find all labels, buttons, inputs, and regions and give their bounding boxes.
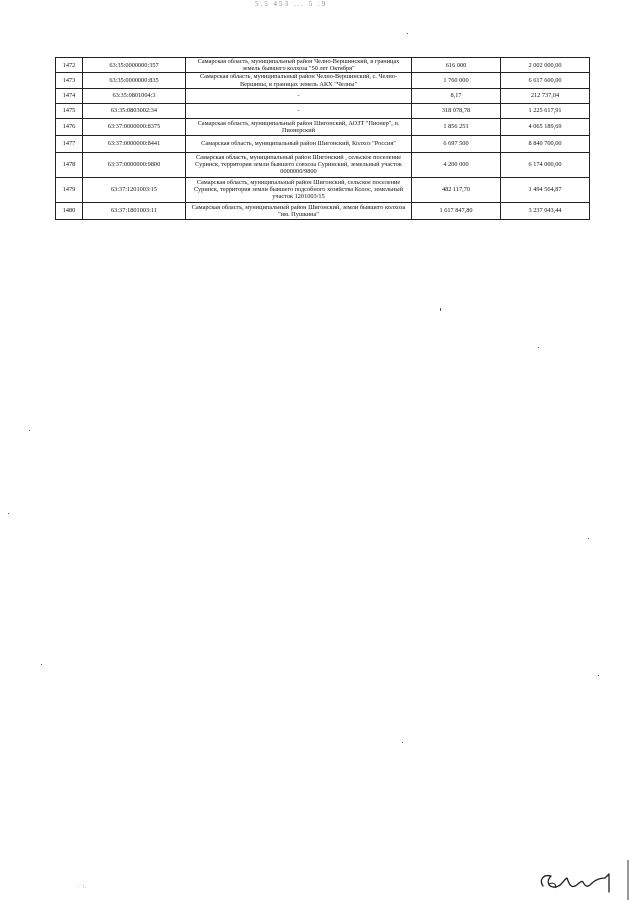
- table-row: [56, 177, 590, 202]
- address-cell: Самарская область, муниципальный район Шигонский, Колхоз "Россия": [186, 135, 412, 152]
- area-cell: 1 856 251: [412, 118, 501, 135]
- scan-speck: [41, 664, 42, 665]
- value-cell: 1 225 617,91: [501, 103, 590, 118]
- scan-speck: [407, 33, 408, 34]
- row-number-cell: 1480: [56, 202, 83, 219]
- table-row: [56, 118, 590, 135]
- table-row: [56, 103, 590, 118]
- scan-speck: [440, 308, 441, 311]
- address-cell: Самарская область, муниципальный район Шигонский , сельское поселение Суринск, территория земли бывшего совхоза Суринский, земельный участок 0000000/9800: [186, 152, 412, 177]
- row-number-cell: 1478: [56, 152, 83, 177]
- cadastral-number-cell: 63:37:1801003:11: [83, 202, 186, 219]
- cadastral-number-cell: 63:37:0000000:8375: [83, 118, 186, 135]
- cadastral-number-cell: 63:35:0801004:3: [83, 88, 186, 103]
- area-cell: 6 697 500: [412, 135, 501, 152]
- area-cell: 8,17: [412, 88, 501, 103]
- table-row: [56, 58, 590, 73]
- value-cell: 8 840 700,00: [501, 135, 590, 152]
- area-cell: 4 200 000: [412, 152, 501, 177]
- table-row: [56, 135, 590, 152]
- value-cell: 3 237 043,44: [501, 202, 590, 219]
- address-cell: Самарская область, муниципальный район Шигонский, АОЗТ "Пионер", п. Пионерский: [186, 118, 412, 135]
- scan-mark: · :.: [77, 884, 88, 890]
- row-number-cell: 1474: [56, 88, 83, 103]
- table-row: [56, 73, 590, 88]
- table-row: [56, 152, 590, 177]
- cadastral-number-cell: 63:35:0803002:34: [83, 103, 186, 118]
- scan-header-text: 5.5 453 ... 5 .9: [255, 0, 328, 8]
- row-number-cell: 1479: [56, 177, 83, 202]
- row-number-cell: 1476: [56, 118, 83, 135]
- cadastral-number-cell: 63:35:0000000:357: [83, 58, 186, 73]
- address-cell: Самарская область, муниципальный район Челно-Вершинский, с. Челно-Вершины, в границах земель АКХ "Челны": [186, 73, 412, 88]
- value-cell: 4 065 189,69: [501, 118, 590, 135]
- area-cell: 1 760 000: [412, 73, 501, 88]
- value-cell: 2 002 000,00: [501, 58, 590, 73]
- cadastre-table: [55, 57, 590, 220]
- value-cell: 6 617 600,00: [501, 73, 590, 88]
- value-cell: 212 737,04: [501, 88, 590, 103]
- table-row: [56, 202, 590, 219]
- scan-speck: [598, 675, 599, 676]
- cadastral-number-cell: 63:37:0000000:9800: [83, 152, 186, 177]
- cadastral-number-cell: 63:35:0000000:835: [83, 73, 186, 88]
- address-cell: Самарская область, муниципальный район Шигонский, земли бывшего колхоза "им. Пушкина": [186, 202, 412, 219]
- address-cell: Самарская область, муниципальный район Шигонский, сельское поселение Суринск, территория земли бывшего подсобного хозяйства Колос, земельный участок 1201003/15: [186, 177, 412, 202]
- cadastral-number-cell: 63:37:1201003:15: [83, 177, 186, 202]
- area-cell: 1 617 847,80: [412, 202, 501, 219]
- scan-speck: [29, 430, 30, 431]
- area-cell: 318 078,78: [412, 103, 501, 118]
- scan-speck: [538, 347, 539, 348]
- table-row: [56, 88, 590, 103]
- scan-speck: [402, 742, 403, 743]
- address-cell: -: [186, 88, 412, 103]
- value-cell: 1 494 564,87: [501, 177, 590, 202]
- address-cell: -: [186, 103, 412, 118]
- row-number-cell: 1473: [56, 73, 83, 88]
- scan-edge-mark: [627, 860, 629, 900]
- signature-icon: [535, 862, 615, 900]
- address-cell: Самарская область, муниципальный район Челно-Вершинский, в границах земель бывшего колхоза "50 лет Октября": [186, 58, 412, 73]
- cadastral-number-cell: 63:37:0000000:8441: [83, 135, 186, 152]
- row-number-cell: 1477: [56, 135, 83, 152]
- value-cell: 6 174 000,00: [501, 152, 590, 177]
- scan-speck: [8, 513, 9, 514]
- area-cell: 482 117,70: [412, 177, 501, 202]
- row-number-cell: 1475: [56, 103, 83, 118]
- scan-speck: [588, 538, 589, 539]
- row-number-cell: 1472: [56, 58, 83, 73]
- area-cell: 616 000: [412, 58, 501, 73]
